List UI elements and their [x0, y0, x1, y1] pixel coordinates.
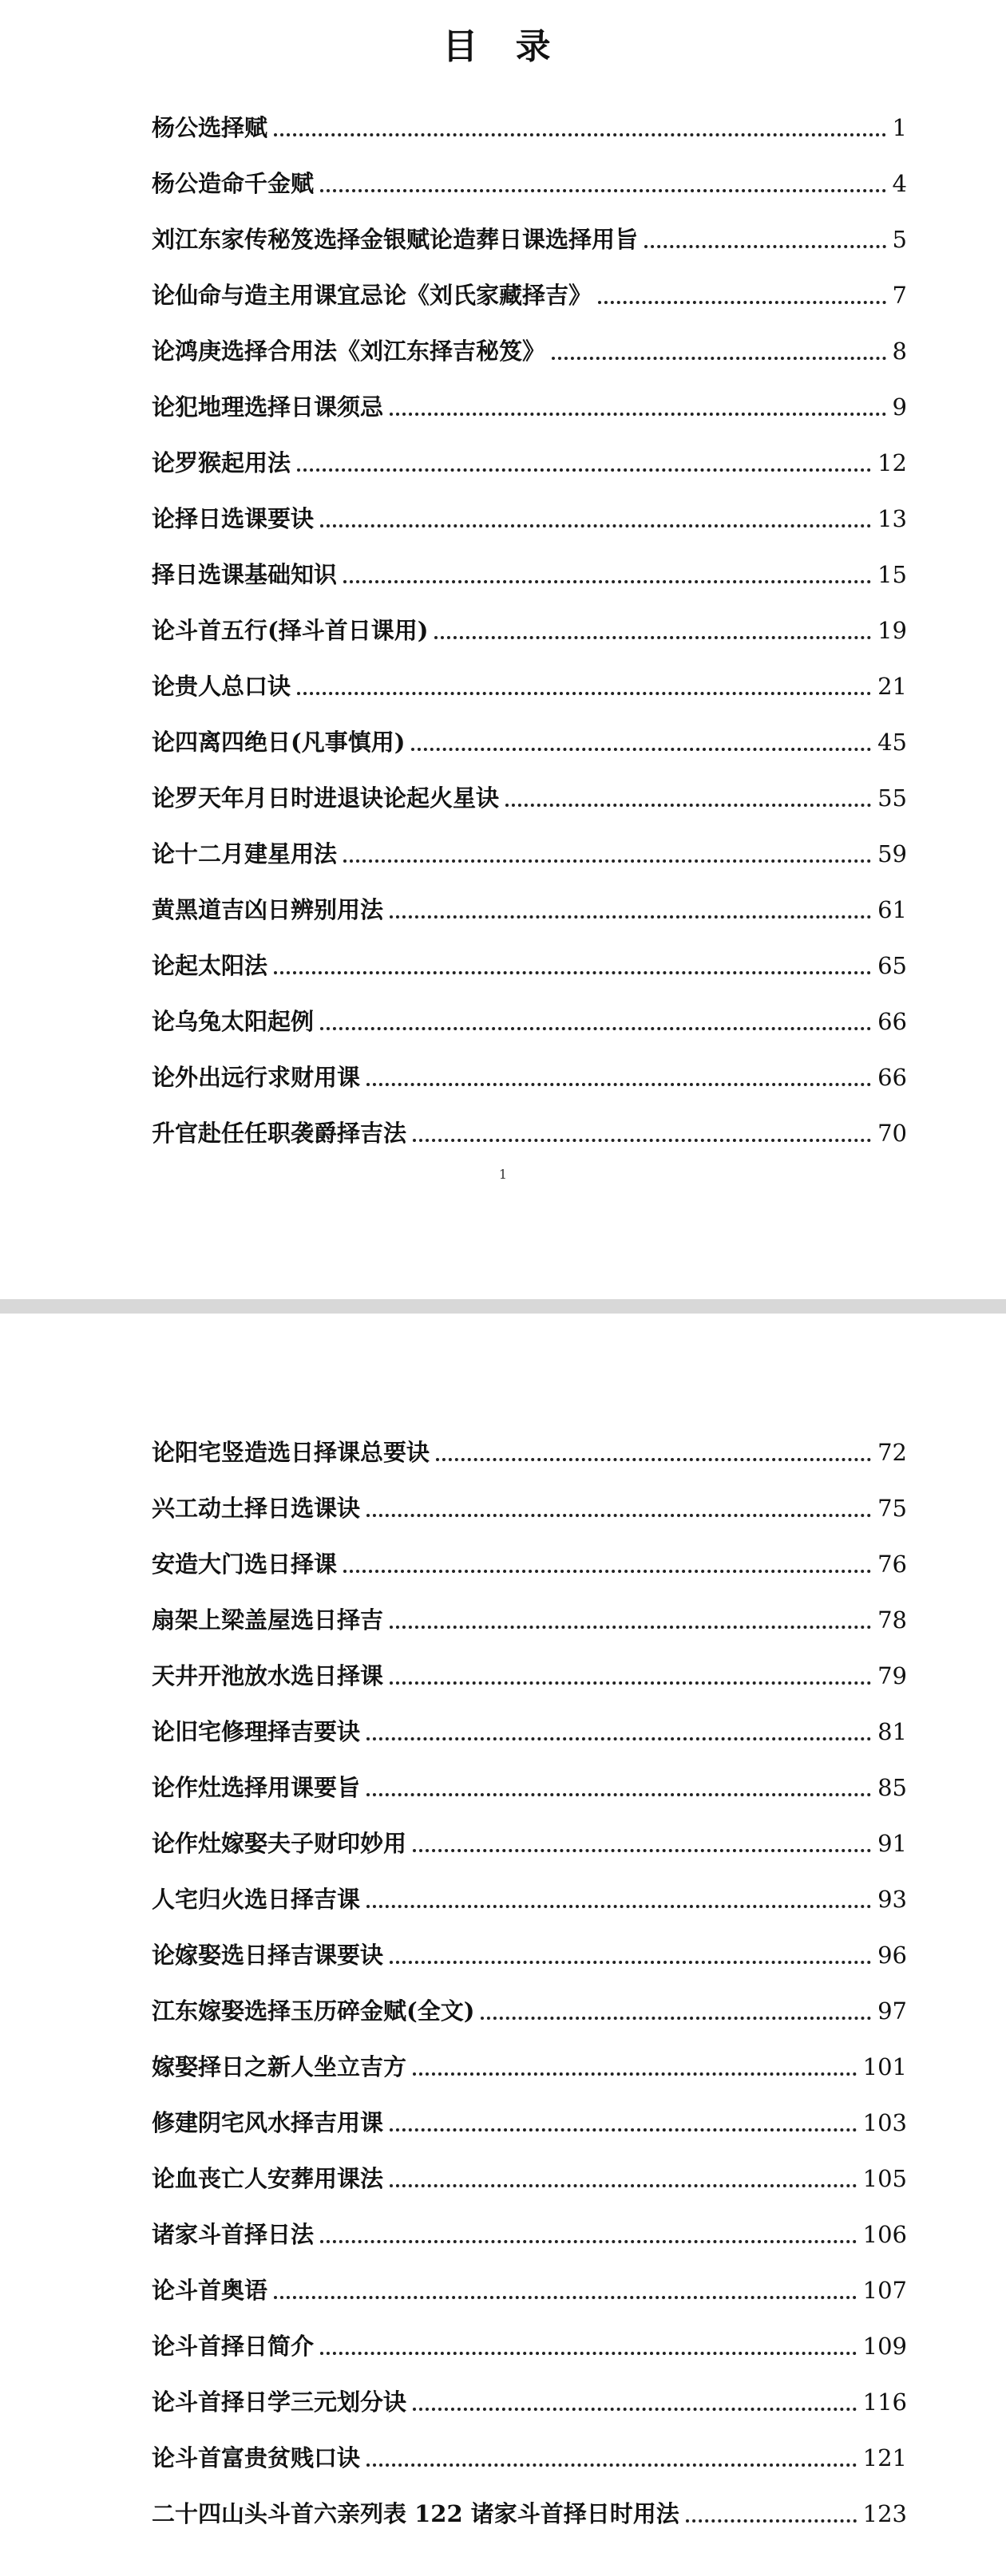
toc-entry[interactable] — [152, 144, 907, 200]
dot-leader — [274, 133, 886, 136]
toc-entry-page-number: 81 — [877, 1718, 907, 1745]
toc-entry-title: 论斗首奥语 — [152, 2277, 268, 2304]
toc-entry-page-number: 105 — [862, 2165, 907, 2192]
toc-entry-title: 修建阴宅风水择吉用课 — [152, 2109, 384, 2136]
toc-entry-title: 论嫁娶选日择吉课要诀 — [152, 1942, 384, 1969]
dot-leader — [274, 971, 871, 974]
toc-entry-title: 论斗首择日学三元划分诀 — [152, 2388, 407, 2416]
dot-leader — [366, 1514, 871, 1517]
toc-entry[interactable] — [152, 1412, 907, 1468]
toc-entry-title: 杨公造命千金赋 — [152, 170, 315, 197]
dot-leader — [390, 1961, 871, 1964]
dot-leader — [411, 748, 871, 751]
dot-leader — [413, 1849, 871, 1852]
toc-entry[interactable] — [152, 1971, 907, 2027]
toc-entry-title: 论罗猴起用法 — [152, 449, 291, 476]
toc-entry-page-number: 5 — [892, 226, 907, 253]
toc-entry[interactable] — [152, 870, 907, 926]
dot-leader — [297, 692, 871, 695]
toc-entry[interactable] — [152, 535, 907, 591]
dot-leader — [343, 859, 871, 863]
dot-leader — [297, 468, 871, 472]
toc-entry-title: 论乌兔太阳起例 — [152, 1008, 315, 1035]
toc-entry-page-number: 66 — [877, 1064, 907, 1091]
page-title: 目 录 — [442, 26, 564, 67]
toc-entry[interactable] — [152, 982, 907, 1037]
toc-entry-title: 论外出远行求财用课 — [152, 1064, 361, 1091]
dot-leader — [343, 1570, 871, 1573]
dot-leader — [390, 2184, 857, 2187]
toc-entry-title: 扇架上梁盖屋选日择吉 — [152, 1606, 384, 1634]
toc-entry[interactable] — [152, 367, 907, 423]
toc-list-page-1 — [152, 88, 907, 1149]
dot-leader — [552, 357, 886, 360]
toc-entry[interactable] — [152, 200, 907, 255]
toc-entry-page-number: 123 — [862, 2500, 907, 2527]
dot-leader — [505, 804, 871, 807]
toc-entry[interactable] — [152, 1524, 907, 1580]
toc-entry-page-number: 109 — [862, 2333, 907, 2360]
toc-entry[interactable] — [152, 2195, 907, 2250]
toc-entry-page-number: 76 — [877, 1551, 907, 1578]
toc-entry-page-number: 79 — [877, 1662, 907, 1689]
toc-entry-page-number: 66 — [877, 1008, 907, 1035]
toc-entry[interactable] — [152, 2418, 907, 2474]
toc-entry-title: 择日选课基础知识 — [152, 561, 338, 588]
toc-entry-page-number: 59 — [877, 840, 907, 867]
dot-leader — [644, 245, 886, 248]
toc-entry-page-number: 9 — [892, 393, 907, 421]
dot-leader — [320, 189, 886, 192]
toc-list-page-2 — [152, 1412, 907, 2530]
toc-entry-title: 升官赴任任职袭爵择吉法 — [152, 1120, 407, 1147]
toc-entry[interactable] — [152, 1915, 907, 1971]
dot-leader — [481, 2017, 871, 2020]
toc-entry-page-number: 13 — [877, 505, 907, 532]
toc-entry-page-number: 85 — [877, 1774, 907, 1801]
dot-leader — [320, 2240, 857, 2243]
toc-entry[interactable] — [152, 2306, 907, 2362]
dot-leader — [343, 580, 871, 583]
toc-entry-page-number: 107 — [862, 2277, 907, 2304]
toc-entry-page-number: 4 — [892, 170, 907, 197]
toc-entry-title: 人宅归火选日择吉课 — [152, 1886, 361, 1913]
toc-entry[interactable] — [152, 2027, 907, 2083]
toc-entry-title: 论旧宅修理择吉要诀 — [152, 1718, 361, 1745]
dot-leader — [436, 1458, 871, 1461]
toc-entry[interactable] — [152, 758, 907, 814]
toc-entry-page-number: 121 — [862, 2444, 907, 2471]
toc-entry-title: 江东嫁娶选择玉历碎金赋(全文) — [152, 1997, 475, 2025]
toc-entry-page-number: 12 — [877, 449, 907, 476]
toc-entry-title: 论作灶嫁娶夫子财印妙用 — [152, 1830, 407, 1857]
toc-entry-title: 黄黑道吉凶日辨别用法 — [152, 896, 384, 923]
dot-leader — [390, 1626, 871, 1629]
toc-entry[interactable] — [152, 255, 907, 311]
toc-entry-page-number: 70 — [877, 1120, 907, 1147]
toc-entry-title: 兴工动土择日选课诀 — [152, 1495, 361, 1522]
toc-entry-page-number: 72 — [877, 1439, 907, 1466]
toc-entry[interactable] — [152, 479, 907, 535]
toc-entry[interactable] — [152, 591, 907, 646]
toc-entry[interactable] — [152, 1748, 907, 1804]
toc-entry-title: 安造大门选日择课 — [152, 1551, 338, 1578]
toc-entry-title: 论阳宅竖造选日择课总要诀 — [152, 1439, 430, 1466]
dot-leader — [366, 1905, 871, 1908]
dot-leader — [390, 915, 871, 919]
toc-entry-title: 论罗天年月日时进退诀论起火星诀 — [152, 784, 500, 812]
toc-entry[interactable] — [152, 926, 907, 982]
dot-leader — [434, 636, 871, 639]
dot-leader — [413, 1139, 871, 1142]
toc-entry-title: 论斗首五行(择斗首日课用) — [152, 617, 429, 644]
toc-entry[interactable] — [152, 2474, 907, 2530]
toc-entry[interactable] — [152, 88, 907, 144]
dot-leader — [274, 2296, 857, 2299]
toc-entry-page-number: 103 — [862, 2109, 907, 2136]
toc-entry[interactable] — [152, 1037, 907, 1093]
toc-entry-page-number: 75 — [877, 1495, 907, 1522]
toc-entry-page-number: 101 — [862, 2053, 907, 2080]
toc-entry-page-number: 93 — [877, 1886, 907, 1913]
dot-leader — [320, 1027, 871, 1030]
toc-entry[interactable] — [152, 702, 907, 758]
toc-entry-page-number: 21 — [877, 673, 907, 700]
toc-entry-title: 论鸿庚选择合用法《刘江东择吉秘笈》 — [152, 338, 546, 365]
toc-entry-title: 论犯地理选择日课须忌 — [152, 393, 384, 421]
toc-entry[interactable] — [152, 1580, 907, 1636]
toc-entry[interactable] — [152, 1093, 907, 1149]
toc-entry-title: 论贵人总口诀 — [152, 673, 291, 700]
dot-leader — [390, 413, 886, 416]
toc-entry-title: 论仙命与造主用课宜忌论《刘氏家藏择吉》 — [152, 282, 592, 309]
toc-entry-page-number: 19 — [877, 617, 907, 644]
toc-entry[interactable] — [152, 2139, 907, 2195]
toc-entry-page-number: 96 — [877, 1942, 907, 1969]
toc-entry[interactable] — [152, 1636, 907, 1692]
toc-entry[interactable] — [152, 1859, 907, 1915]
toc-entry[interactable] — [152, 1804, 907, 1859]
toc-entry-page-number: 45 — [877, 729, 907, 756]
toc-entry[interactable] — [152, 311, 907, 367]
dot-leader — [366, 1083, 871, 1086]
toc-entry-title: 论十二月建星用法 — [152, 840, 338, 867]
toc-entry-page-number: 116 — [862, 2388, 907, 2416]
toc-entry[interactable] — [152, 814, 907, 870]
toc-entry-page-number: 8 — [892, 338, 907, 365]
dot-leader — [413, 2408, 857, 2411]
dot-leader — [686, 2519, 857, 2523]
toc-entry-page-number: 7 — [892, 282, 907, 309]
dot-leader — [320, 524, 871, 527]
toc-entry[interactable] — [152, 2250, 907, 2306]
toc-entry-page-number: 65 — [877, 952, 907, 979]
toc-entry[interactable] — [152, 1468, 907, 1524]
toc-entry-title: 天井开池放水选日择课 — [152, 1662, 384, 1689]
toc-entry-page-number: 1 — [892, 114, 907, 141]
toc-entry-title: 诸家斗首择日法 — [152, 2221, 315, 2248]
dot-leader — [390, 2128, 857, 2132]
toc-entry-title: 论起太阳法 — [152, 952, 268, 979]
toc-entry[interactable] — [152, 646, 907, 702]
toc-entry-title: 论作灶选择用课要旨 — [152, 1774, 361, 1801]
toc-entry-title: 刘江东家传秘笈选择金银赋论造葬日课选择用旨 — [152, 226, 639, 253]
toc-entry[interactable] — [152, 1692, 907, 1748]
dot-leader — [366, 1737, 871, 1740]
toc-entry-title: 论斗首富贵贫贱口诀 — [152, 2444, 361, 2471]
toc-entry-title: 二十四山头斗首六亲列表 122 诸家斗首择日时用法 — [152, 2500, 679, 2527]
toc-entry-page-number: 61 — [877, 896, 907, 923]
toc-entry[interactable] — [152, 423, 907, 479]
page-number: 1 — [498, 1167, 508, 1182]
toc-entry-title: 论斗首择日简介 — [152, 2333, 315, 2360]
toc-entry-page-number: 106 — [862, 2221, 907, 2248]
toc-entry-title: 杨公选择赋 — [152, 114, 268, 141]
dot-leader — [390, 1681, 871, 1685]
toc-entry-title: 论血丧亡人安葬用课法 — [152, 2165, 384, 2192]
toc-entry-page-number: 97 — [877, 1997, 907, 2025]
toc-entry-title: 嫁娶择日之新人坐立吉方 — [152, 2053, 407, 2080]
dot-leader — [598, 301, 886, 304]
dot-leader — [366, 2463, 857, 2467]
toc-entry-page-number: 15 — [877, 561, 907, 588]
toc-entry-page-number: 91 — [877, 1830, 907, 1857]
toc-entry-title: 论择日选课要诀 — [152, 505, 315, 532]
dot-leader — [366, 1793, 871, 1796]
toc-entry[interactable] — [152, 2362, 907, 2418]
toc-entry-page-number: 78 — [877, 1606, 907, 1634]
toc-entry-title: 论四离四绝日(凡事慎用) — [152, 729, 406, 756]
toc-entry-page-number: 55 — [877, 784, 907, 812]
dot-leader — [320, 2352, 857, 2355]
dot-leader — [413, 2072, 857, 2076]
toc-entry[interactable] — [152, 2083, 907, 2139]
